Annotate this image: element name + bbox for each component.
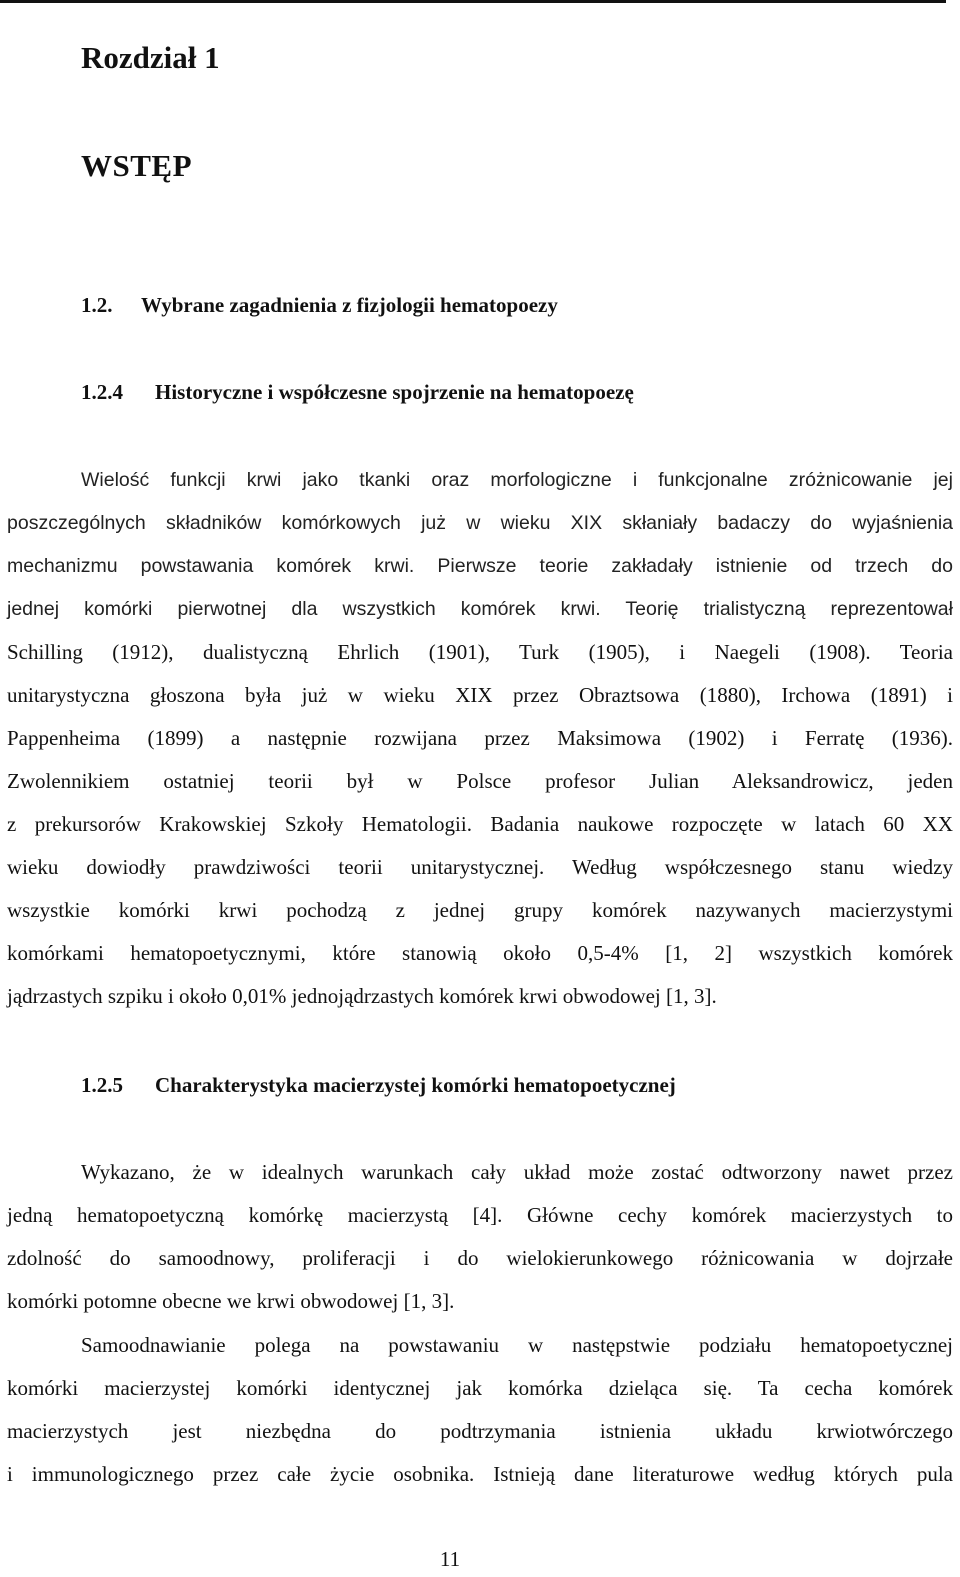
- text-line: jednej komórki pierwotnej dla wszystkich komórek krwi. Teorię trialistyczną reprezentował: [7, 598, 953, 620]
- text-line: komórkami hematopoetycznymi, które stanowią około 0,5-4% [1, 2] wszystkich komórek: [7, 941, 953, 965]
- page-title: WSTĘP: [81, 148, 193, 183]
- subsection-title: Charakterystyka macierzystej komórki hematopoetycznej: [155, 1073, 676, 1097]
- top-rule: [0, 0, 946, 3]
- text-line: Pappenheima (1899) a następnie rozwijana przez Maksimowa (1902) i Ferratę (1936).: [7, 726, 953, 750]
- section-title: Wybrane zagadnienia z fizjologii hematopoezy: [141, 293, 558, 317]
- text-line: jedną hematopoetyczną komórkę macierzystą [4]. Główne cechy komórek macierzystych to: [7, 1203, 953, 1227]
- paragraph-3: [7, 1324, 953, 1496]
- paragraph-2: [7, 1151, 953, 1323]
- section-number: 1.2.: [81, 293, 113, 317]
- subsection-number: 1.2.4: [81, 380, 123, 404]
- text-line: Wykazano, że w idealnych warunkach cały układ może zostać odtworzony nawet przez: [81, 1160, 953, 1184]
- text-line: unitarystyczna głoszona była już w wieku XIX przez Obraztsowa (1880), Irchowa (1891) i: [7, 683, 953, 707]
- text-line: komórki macierzystej komórki identycznej jak komórka dzieląca się. Ta cecha komórek: [7, 1376, 953, 1400]
- text-line: Zwolennikiem ostatniej teorii był w Polsce profesor Julian Aleksandrowicz, jeden: [7, 769, 953, 793]
- subsection-number: 1.2.5: [81, 1073, 123, 1097]
- text-line: Wielość funkcji krwi jako tkanki oraz morfologiczne i funkcjonalne zróżnicowanie jej: [81, 469, 953, 491]
- section-heading: [81, 293, 558, 318]
- page-number: 11: [439, 1547, 461, 1571]
- subsection-heading-1: [81, 380, 634, 405]
- text-line: Schilling (1912), dualistyczną Ehrlich (1901), Turk (1905), i Naegeli (1908). Teoria: [7, 640, 953, 664]
- subsection-title: Historyczne i współczesne spojrzenie na hematopoezę: [155, 380, 634, 404]
- text-line: wieku dowiodły prawdziwości teorii unitarystycznej. Według współczesnego stanu wiedzy: [7, 855, 953, 879]
- text-line: wszystkie komórki krwi pochodzą z jednej grupy komórek nazywanych macierzystymi: [7, 898, 953, 922]
- text-line: i immunologicznego przez całe życie osobnika. Istnieją dane literaturowe według których pula: [7, 1462, 953, 1486]
- text-line: Samoodnawianie polega na powstawaniu w następstwie podziału hematopoetycznej: [81, 1333, 953, 1357]
- text-line: jądrzastych szpiku i około 0,01% jednojądrzastych komórek krwi obwodowej [1, 3].: [7, 984, 717, 1008]
- text-line: mechanizmu powstawania komórek krwi. Pierwsze teorie zakładały istnienie od trzech do: [7, 555, 953, 577]
- text-line: poszczególnych składników komórkowych już w wieku XIX skłaniały badaczy do wyjaśnienia: [7, 512, 953, 534]
- paragraph-1: [7, 459, 953, 1018]
- chapter-heading: Rozdział 1: [81, 40, 220, 75]
- subsection-heading-2: [81, 1073, 676, 1098]
- text-line: macierzystych jest niezbędna do podtrzymania istnienia układu krwiotwórczego: [7, 1419, 953, 1443]
- text-line: komórki potomne obecne we krwi obwodowej [1, 3].: [7, 1289, 455, 1313]
- text-line: zdolność do samoodnowy, proliferacji i do wielokierunkowego różnicowania w dojrzałe: [7, 1246, 953, 1270]
- text-line: z prekursorów Krakowskiej Szkoły Hematologii. Badania naukowe rozpoczęte w latach 60 XX: [7, 812, 953, 836]
